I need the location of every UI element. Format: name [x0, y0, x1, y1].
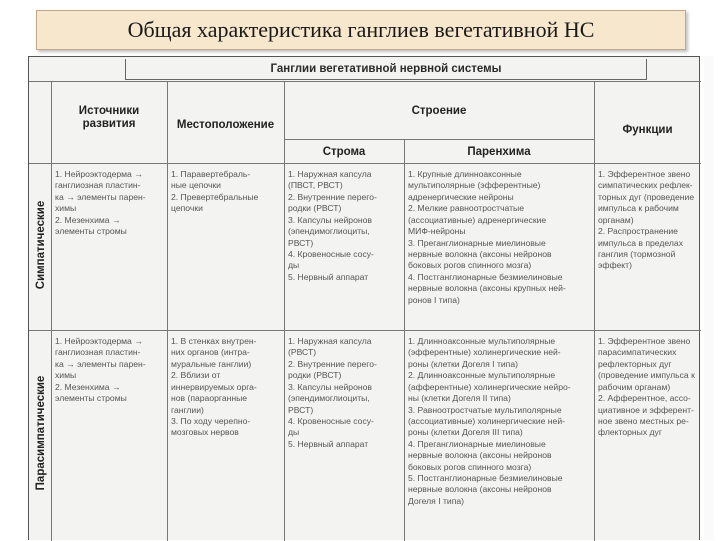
- cell-line: 5. Нервный аппарат: [288, 271, 369, 282]
- cell-line: 1. В стенках внутрен-: [171, 336, 257, 346]
- cell-line: 3. Капсулы нейронов: [288, 381, 372, 392]
- cell-line: химы: [55, 370, 77, 381]
- cell-line: ды: [288, 260, 300, 271]
- cell-line: (проведение импульса к: [598, 370, 695, 381]
- cell-line: 5. Постганглионарные безмиелиновые: [408, 473, 563, 484]
- cell-parasympathetic-sources: [55, 336, 165, 405]
- cell-line: них органов (интра-: [171, 347, 250, 358]
- cell-line: эффект): [598, 260, 632, 271]
- cell-line: мультиполярные (эфферентные): [408, 180, 541, 191]
- cell-line: импульса к рабочим: [598, 203, 679, 214]
- cell-line: ны (клетки Догеля II типа): [408, 393, 511, 404]
- cell-sympathetic-stroma: [288, 169, 402, 283]
- rule: [404, 139, 405, 541]
- cell-line: элементы стромы: [55, 226, 127, 237]
- cell-line: симпатических рефлек-: [598, 180, 693, 191]
- cell-line: роны (клетки Догеля I типа): [408, 358, 518, 369]
- cell-line: роны (клетки Догеля III типа): [408, 427, 523, 438]
- cell-line: ка → элементы парен-: [55, 358, 146, 369]
- cell-line: 4. Кровеносные сосу-: [288, 415, 374, 426]
- cell-line: (афферентные) холинергические нейро-: [408, 381, 571, 392]
- cell-line: 2. Внутренние перего-: [288, 358, 377, 369]
- cell-line: циативное и эфферент-: [598, 404, 694, 415]
- cell-line: родки (РВСТ): [288, 370, 342, 381]
- header-location: Местоположение: [176, 119, 275, 131]
- cell-line: 1. Длинноаксонные мультиполярные: [408, 336, 556, 346]
- cell-line: ганглии): [171, 404, 204, 415]
- cell-line: нервные волокна (аксоны нейронов: [408, 484, 552, 495]
- rule: [284, 81, 285, 541]
- table-scan: [28, 56, 700, 540]
- cell-line: 1. Крупные длинноаксонные: [408, 169, 522, 179]
- cell-line: парасимпатических: [598, 347, 677, 358]
- cell-line: иннервируемых орга-: [171, 381, 257, 392]
- cell-line: мозговых нервов: [171, 427, 239, 438]
- row-label-sympathetic: Симпатические: [35, 200, 47, 290]
- header-structure: Строение: [411, 105, 467, 117]
- rule: [167, 81, 168, 541]
- cell-line: нов (параорганные: [171, 393, 248, 404]
- cell-line: 2. Афферентное, ассо-: [598, 393, 691, 404]
- cell-line: 1. Эфферентное звено: [598, 169, 691, 179]
- cell-line: 2. Превертебральные: [171, 191, 259, 202]
- rule: [284, 139, 594, 140]
- rule: [29, 330, 701, 331]
- slide-title: Общая характеристика ганглиев вегетативной НС: [127, 17, 595, 42]
- cell-line: ганглиозная пластин-: [55, 347, 141, 358]
- cell-line: рефлекторных дуг: [598, 358, 672, 369]
- cell-line: нервные волокна (аксоны нейронов: [408, 450, 552, 461]
- cell-line: (ПВСТ, РВСТ): [288, 180, 343, 191]
- cell-line: 3. Капсулы нейронов: [288, 214, 372, 225]
- cell-line: элементы стромы: [55, 393, 127, 404]
- cell-line: 1. Эфферентное звено: [598, 336, 691, 346]
- cell-sympathetic-location: [171, 169, 282, 215]
- rule: [51, 81, 52, 541]
- cell-line: 2. Мезенхима →: [55, 381, 121, 392]
- cell-line: родки (РВСТ): [288, 203, 342, 214]
- cell-sympathetic-functions: [598, 169, 699, 272]
- cell-line: 1. Наружная капсула: [288, 336, 372, 346]
- cell-line: 2. Внутренние перего-: [288, 191, 377, 202]
- table-caption: Ганглии вегетативной нервной системы: [125, 59, 647, 80]
- cell-line: ные цепочки: [171, 180, 221, 191]
- cell-line: боковых рогов спинного мозга): [408, 260, 532, 271]
- cell-parasympathetic-location: [171, 336, 282, 439]
- cell-line: нервные волокна (аксоны крупных ней-: [408, 283, 566, 294]
- cell-sympathetic-sources: [55, 169, 165, 238]
- header-stroma: Строма: [322, 146, 366, 158]
- cell-line: органам): [598, 214, 634, 225]
- cell-line: боковых рогов спинного мозга): [408, 461, 532, 472]
- cell-line: (РВСТ): [288, 347, 317, 358]
- rule: [29, 81, 701, 82]
- cell-line: РВСТ): [288, 404, 314, 415]
- cell-line: 3. Равноотростчатые мультиполярные: [408, 404, 562, 415]
- cell-line: импульса в пределах: [598, 237, 684, 248]
- header-functions: Функции: [622, 124, 673, 136]
- cell-parasympathetic-stroma: [288, 336, 402, 450]
- rule: [594, 81, 595, 541]
- cell-line: флекторных дуг: [598, 427, 662, 438]
- cell-line: 3. Преганглионарные миелиновые: [408, 237, 546, 248]
- cell-line: 4. Кровеносные сосу-: [288, 248, 374, 259]
- cell-sympathetic-parenchyma: [408, 169, 592, 306]
- cell-line: нервные волокна (аксоны нейронов: [408, 248, 552, 259]
- slide-title-box: [36, 10, 686, 50]
- cell-line: ронов I типа): [408, 294, 460, 305]
- cell-line: 2. Мезенхима →: [55, 214, 121, 225]
- cell-line: ганглия (тормозной: [598, 248, 676, 259]
- cell-line: (ассоциативные) холинергические ней-: [408, 415, 565, 426]
- cell-line: ка → элементы парен-: [55, 191, 146, 202]
- cell-line: 5. Нервный аппарат: [288, 438, 369, 449]
- cell-parasympathetic-parenchyma: [408, 336, 592, 507]
- cell-line: цепочки: [171, 203, 203, 214]
- cell-line: 1. Нейроэктодерма →: [55, 336, 143, 346]
- cell-line: 1. Наружная капсула: [288, 169, 372, 179]
- scrollbar-track[interactable]: [704, 56, 714, 540]
- cell-line: ды: [288, 427, 300, 438]
- cell-line: 4. Постганглионарные безмиелиновые: [408, 271, 563, 282]
- cell-line: (эпендимоглиоциты,: [288, 393, 370, 404]
- rule: [29, 163, 701, 164]
- cell-parasympathetic-functions: [598, 336, 699, 439]
- cell-line: РВСТ): [288, 237, 314, 248]
- cell-line: адренергические нейроны: [408, 191, 514, 202]
- cell-line: 4. Преганглионарные миелиновые: [408, 438, 546, 449]
- row-label-parasympathetic: Парасимпатические: [35, 375, 47, 491]
- cell-line: ное звено местных ре-: [598, 415, 689, 426]
- cell-line: (ассоциативные) адренергические: [408, 214, 547, 225]
- header-sources: Источники развития: [78, 105, 140, 131]
- cell-line: (эпендимоглиоциты,: [288, 226, 370, 237]
- cell-line: МИФ-нейроны: [408, 226, 466, 237]
- cell-line: 2. Распространение: [598, 226, 678, 237]
- cell-line: 1. Паравертебраль-: [171, 169, 251, 179]
- cell-line: муральные ганглии): [171, 358, 252, 369]
- cell-line: химы: [55, 203, 77, 214]
- cell-line: (эфферентные) холинергические ней-: [408, 347, 561, 358]
- header-parenchyma: Паренхима: [467, 146, 531, 158]
- cell-line: 1. Нейроэктодерма →: [55, 169, 143, 179]
- cell-line: 3. По ходу черепно-: [171, 415, 251, 426]
- cell-line: ганглиозная пластин-: [55, 180, 141, 191]
- cell-line: торных дуг (проведение: [598, 191, 695, 202]
- cell-line: 2. Вблизи от: [171, 370, 221, 381]
- cell-line: рабочим органам): [598, 381, 671, 392]
- cell-line: Догеля I типа): [408, 495, 464, 506]
- cell-line: 2. Длинноаксонные мультиполярные: [408, 370, 556, 381]
- cell-line: 2. Мелкие равноотростчатые: [408, 203, 524, 214]
